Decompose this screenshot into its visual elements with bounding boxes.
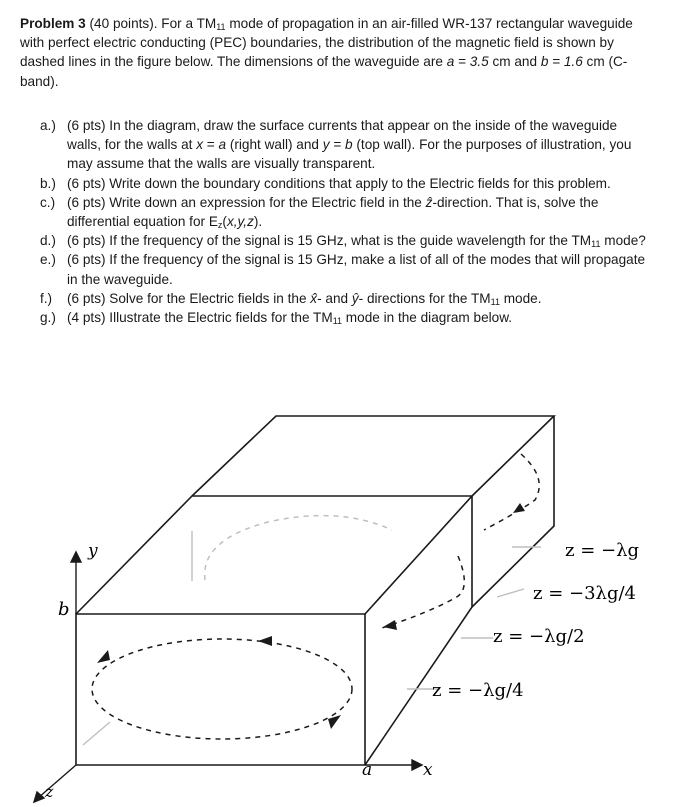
top-face [76,496,472,614]
part-label: d.) [40,233,56,249]
part-label: f.) [40,290,53,306]
problem-heading: Problem 3 [20,16,86,31]
z-axis-label: z [45,782,54,801]
problem-text-4: cm (C-band). [20,54,628,89]
dimension-b: b = 1.6 [540,54,583,70]
dimension-a: a = 3.5 [446,54,489,70]
z-axis [38,765,76,798]
part-label: e.) [40,252,56,268]
arrow-back [513,503,525,513]
right-face-edges [365,496,472,765]
part-label: a.) [40,118,56,133]
problem-text-3: cm and [488,54,541,70]
part-label: g.) [40,310,56,326]
problem-text-1: For a TM [157,16,217,31]
back-top-face [192,416,554,496]
arrow-mid [383,620,397,630]
arrow-left-front [258,636,272,646]
z-label-4: z = −λg/4 [432,680,524,701]
z-label-1: z = −λg [565,540,640,561]
z-label-2: z = −3λg/4 [533,583,636,604]
part-text: (6 pts) Write down an expression for the Electric field in the ẑ-direction. That is, solve the differential equation for $E_z(x,y,z)$. [67,194,599,231]
back-right-edge [472,416,554,607]
part-label: b.) [40,175,56,191]
problem-text-2: mode of propagation in an air-filled WR-137 rectangular waveguide with perfect electric conducting (PEC) boundaries, the distribution of the magnetic field is shown by dashed lines in the figure below. The dimensions of the waveguide are [20,16,633,70]
part-text: (6 pts) In the diagram, draw the surface currents that appear on the inside of the waveguide walls, for the walls at x = a (right wall) and y = b (top wall). For the purposes of illustration, you may assume that the walls are visually transparent. [67,118,632,172]
mode-subscript: 11 [216,22,226,32]
x-axis-label: x [423,760,433,780]
part-label: c.) [40,194,56,210]
problem-points: (40 points). [89,16,158,31]
arrow-front-right [328,715,341,729]
part-text: (4 pts) Illustrate the Electric fields for the $TM_{11}$ mode in the diagram below. [67,310,513,327]
back-field-arc [484,454,539,530]
waveguide-box [76,416,554,765]
part-text: (6 pts) Write down the boundary conditions that apply to the Electric fields for this problem. [67,175,611,191]
arrow-front-left [97,650,110,663]
part-text: (6 pts) If the frequency of the signal is 15 GHz, what is the guide wavelength for the $TM_{11}$ mode? [67,233,646,250]
y-axis-label: y [88,541,98,561]
part-text: (6 pts) If the frequency of the signal is 15 GHz, make a list of all of the modes that will propagate in the waveguide. [67,252,646,287]
front-face [76,614,365,765]
front-field-loop [92,639,352,739]
height-label-b: b [58,599,70,620]
mid-field-arc [382,556,464,628]
width-label-a: a [362,760,373,780]
top-field-arc [205,516,392,580]
z-label-3: z = −λg/2 [493,626,585,647]
part-text: (6 pts) Solve for the Electric fields in the x̂- and ŷ- directions for the $TM_{11}$ mode. [67,290,542,307]
